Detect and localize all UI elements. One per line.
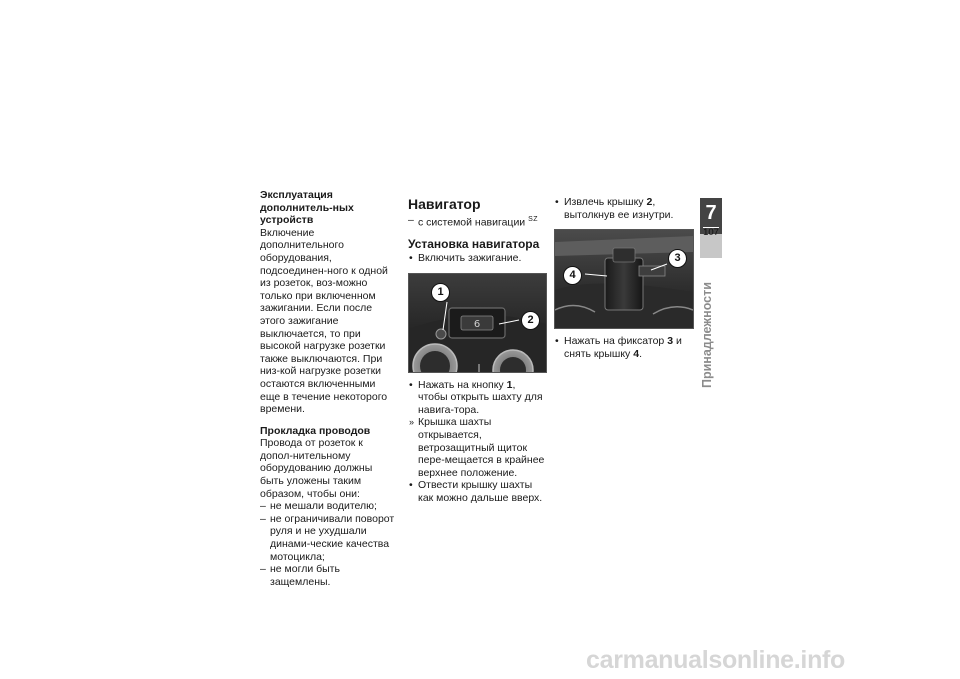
step-remove-cover: • Извлечь крышку 2, вытолкнув ее изнутри. xyxy=(554,196,694,221)
install-steps-d xyxy=(554,335,694,360)
paragraph-accessory-operation: Включение дополнительного оборудования, подсоединен-ного к одной из розеток, воз-можно только при включенном зажигании. Если после этого зажигание выключается, то при высокой нагрузке розетки также выключаются. При низ-кой нагрузке розетки остаются включенными еще в течение некоторого времени. xyxy=(260,226,388,416)
option-code: SZ xyxy=(528,216,539,223)
step-ignition: • Включить зажигание. xyxy=(408,252,546,265)
chapter-number: 7 xyxy=(705,202,717,224)
heading-cable-routing: Прокладка проводов xyxy=(260,424,371,437)
option-line xyxy=(408,214,546,229)
chapter-side-title: Принадлежности xyxy=(700,282,714,388)
list-item: – не мешали водителю; xyxy=(260,500,398,513)
figure-instrument-panel xyxy=(408,273,547,373)
cable-routing-list xyxy=(260,500,398,588)
step-press-latch: • Нажать на фиксатор 3 и снять крышку 4. xyxy=(554,335,694,360)
column-navigator-continued xyxy=(554,196,694,360)
callout-2: 2 xyxy=(521,311,540,330)
callout-3: 3 xyxy=(668,249,687,268)
subsection-title-install: Установка навигатора xyxy=(408,237,540,252)
install-steps-c xyxy=(554,196,694,221)
section-title-navigator: Навигатор xyxy=(408,196,481,212)
step-lift-cover: • Отвести крышку шахты как можно дальше вверх. xyxy=(408,479,546,504)
list-item: – не могли быть защемлены. xyxy=(260,563,398,588)
step-result: » Крышка шахты открывается, ветрозащитный щиток пере-мещается в крайнее верхнее положение. xyxy=(408,416,546,479)
watermark: carmanualsonline.info xyxy=(586,646,846,674)
svg-text:6: 6 xyxy=(473,318,481,330)
callout-1: 1 xyxy=(431,283,450,302)
column-navigator xyxy=(408,196,546,505)
heading-accessory-operation: Эксплуатация дополнитель-ных устройств xyxy=(260,189,354,227)
callout-4: 4 xyxy=(563,266,582,285)
list-item: – не ограничивали поворот руля и не ухудшали динами-ческие качества мотоцикла; xyxy=(260,513,398,563)
install-steps-b xyxy=(408,379,546,505)
option-text: с системой навигации xyxy=(418,216,526,229)
page-number: 107 xyxy=(703,227,719,238)
column-accessories xyxy=(260,189,398,588)
step-press-button: • Нажать на кнопку 1, чтобы открыть шахту для навига-тора. xyxy=(408,379,546,417)
install-steps-a xyxy=(408,252,546,265)
paragraph-cable-routing: Провода от розеток к допол-нительному оборудованию должны быть уложены таким образом, чтобы они: xyxy=(260,437,373,500)
figure-navigator-mount xyxy=(554,229,694,329)
